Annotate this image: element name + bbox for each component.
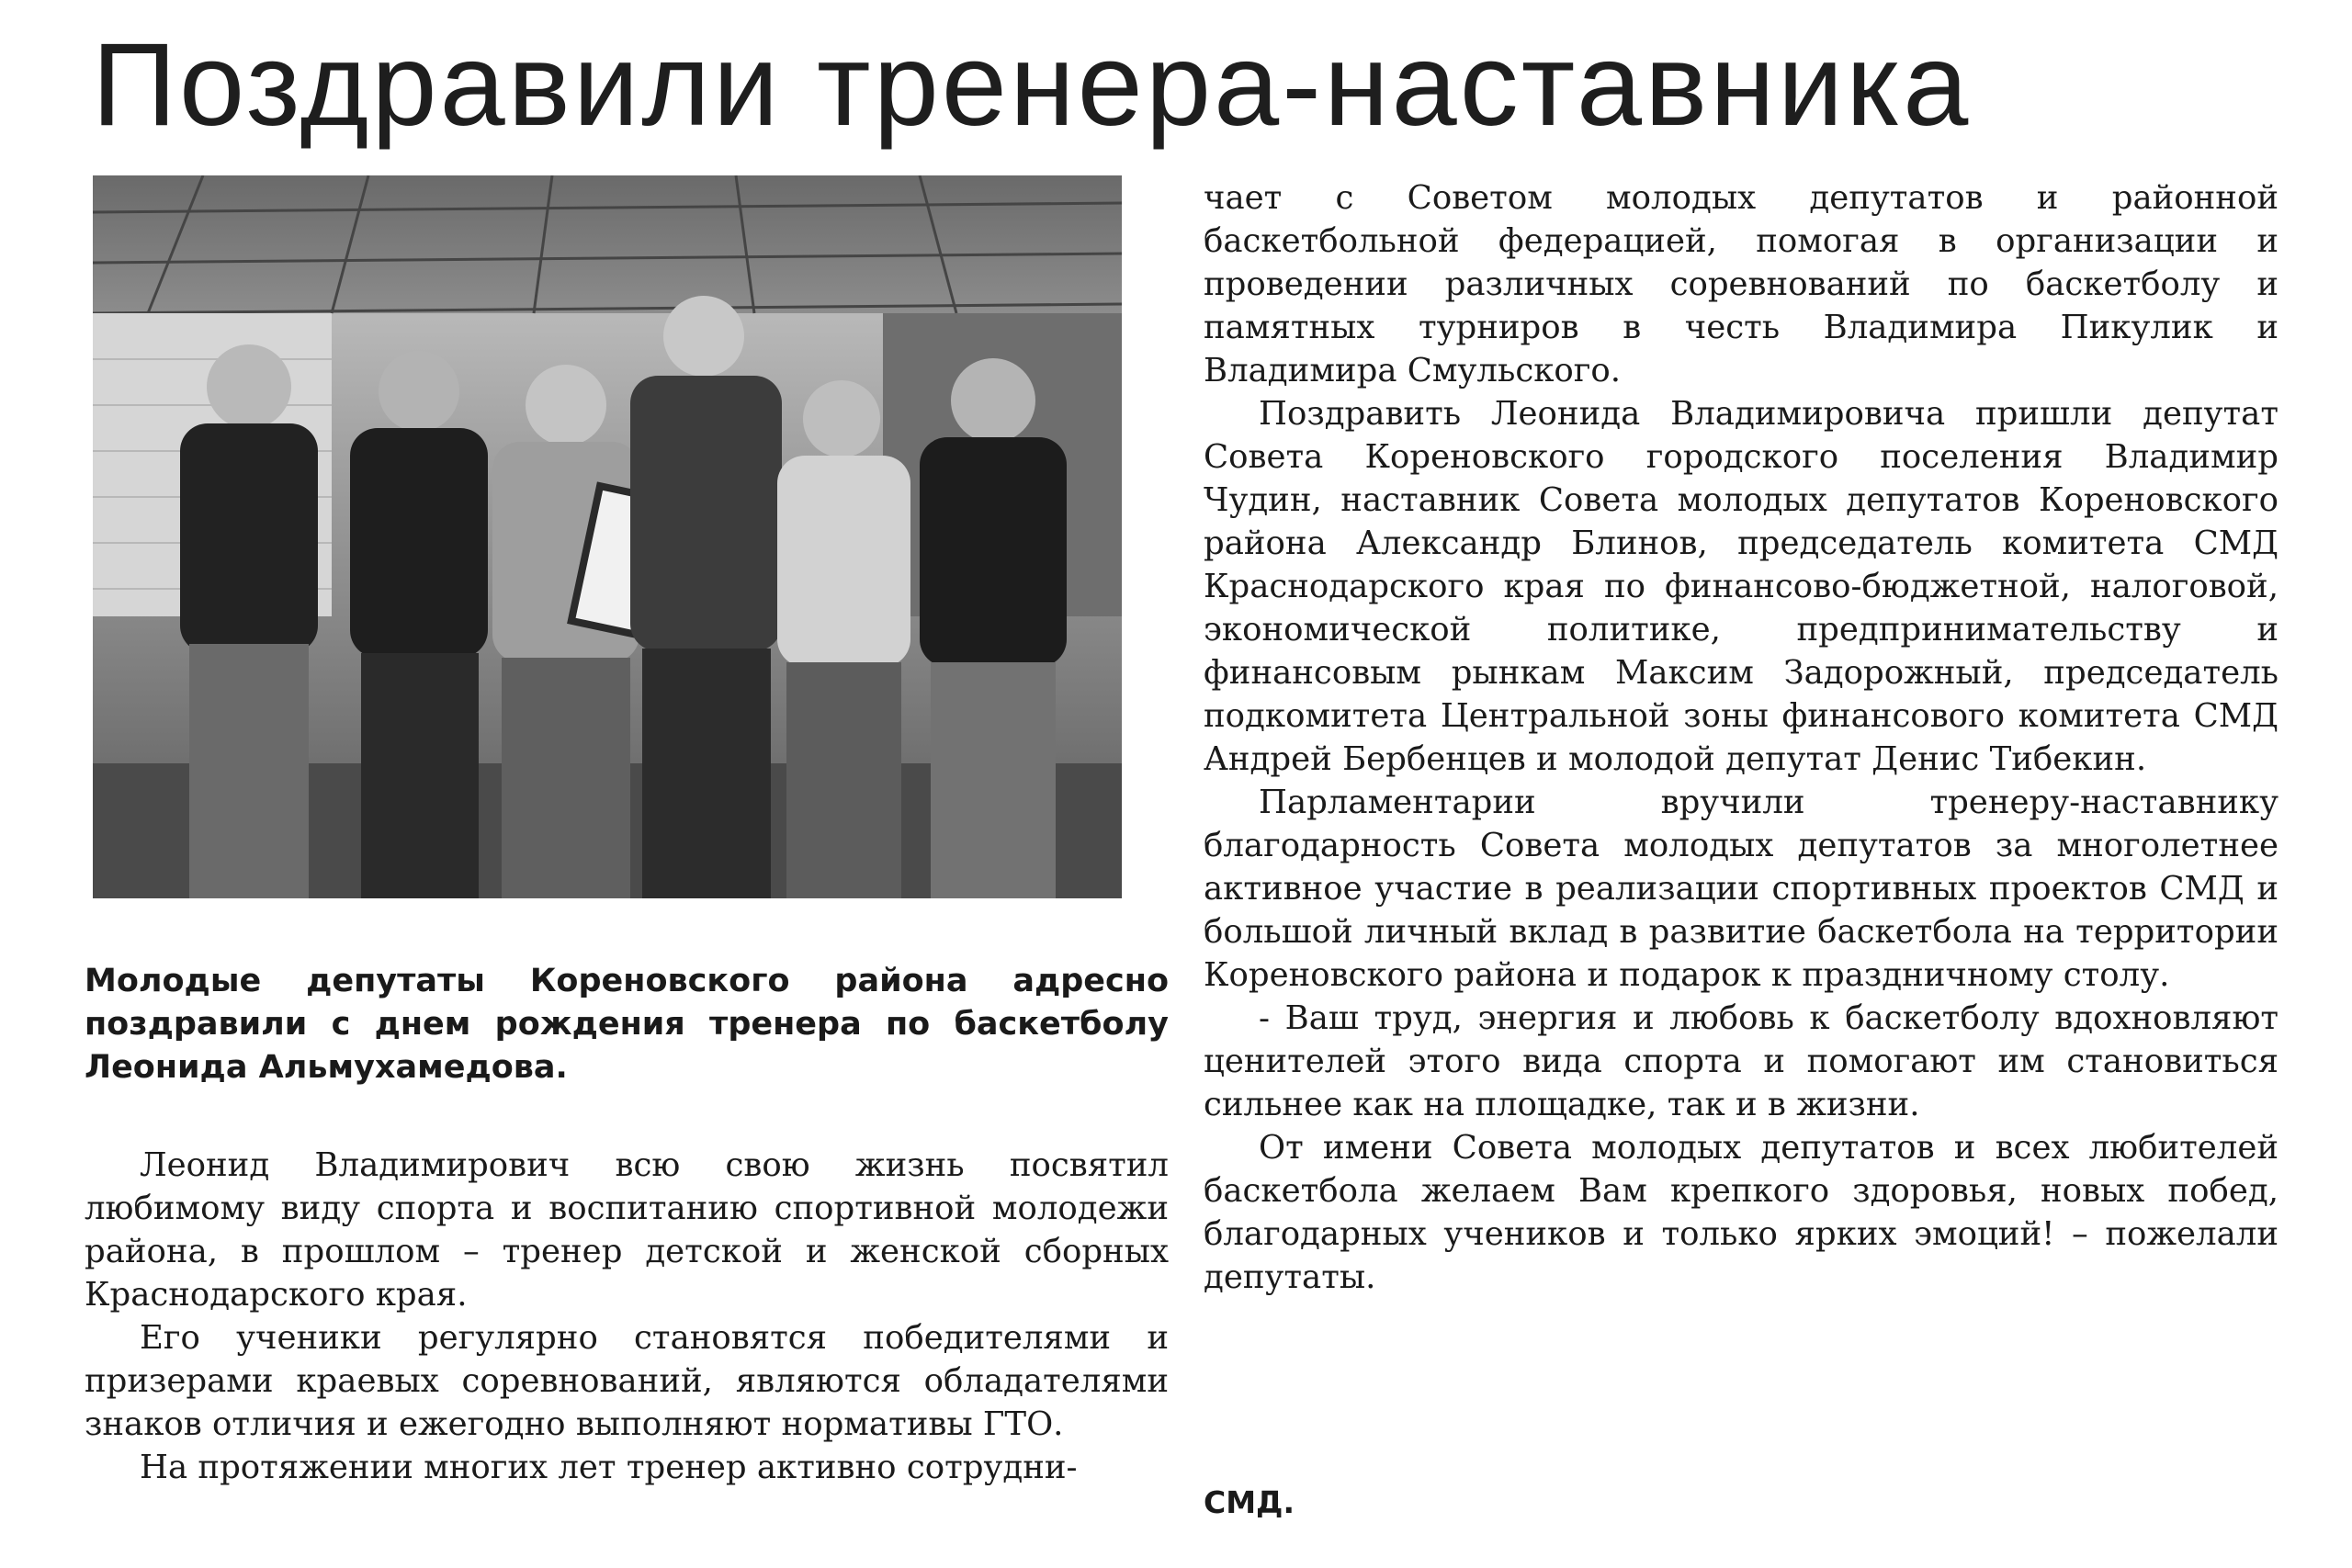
article-paragraph: Поздравить Леонида Владимировича пришли депутат Совета Кореновского городского поселения Владимир Чудин, наставник Совета молодых депутатов Кореновского района Александр Блинов, председатель комитета СМД Краснодарского края по финансово-бюджетной, налоговой, экономической политике, предпринимательству и финансовым рынкам Максим Задорожный, председатель подкомитета Центральной зоны финансового комитета СМД Андрей Бербенцев и молодой депутат Денис Тибекин. — [1204, 395, 2278, 778]
article-column-right — [1204, 176, 2278, 1299]
article-paragraph-continuation: чает с Советом молодых депутатов и районной баскетбольной федерацией, помогая в организации и проведении различных соревнований по баскетболу и памятных турниров в честь Владимира Пикулик и Владимира Смульского. — [1204, 179, 2278, 389]
article-photo — [93, 175, 1122, 898]
article-paragraph: Леонид Владимирович всю свою жизнь посвятил любимому виду спорта и воспитанию спортивной молодежи района, в прошлом – тренер детской и женской сборных Краснодарского края. — [85, 1146, 1169, 1314]
article-paragraph: От имени Совета молодых депутатов и всех любителей баскетбола желаем Вам крепкого здоровья, новых побед, благодарных учеников и только ярких эмоций! – пожелали депутаты. — [1204, 1129, 2278, 1296]
article-column-left — [85, 1144, 1169, 1489]
article-paragraph: Парламентарии вручили тренеру-наставнику благодарность Совета молодых депутатов за многолетнее активное участие в реализации спортивных проектов СМД и большой личный вклад в развитие баскетбола на территории Кореновского района и подарок к праздничному столу. — [1204, 784, 2278, 994]
article-lead: Молодые депутаты Кореновского района адресно поздравили с днем рождения тренера по баскетболу Леонида Альмухамедова. — [85, 963, 1169, 1086]
article-paragraph: - Ваш труд, энергия и любовь к баскетболу вдохновляют ценителей этого вида спорта и помогают им становиться сильнее как на площадке, так и в жизни. — [1204, 999, 2278, 1123]
article-paragraph: Его ученики регулярно становятся победителями и призерами краевых соревнований, являются обладателями знаков отличия и ежегодно выполняют нормативы ГТО. — [85, 1319, 1169, 1443]
article-paragraph: На протяжении многих лет тренер активно сотрудни- — [140, 1449, 1078, 1486]
article-signature: СМД. — [1204, 1484, 1295, 1520]
article-headline: Поздравили тренера-наставника — [92, 19, 1972, 151]
